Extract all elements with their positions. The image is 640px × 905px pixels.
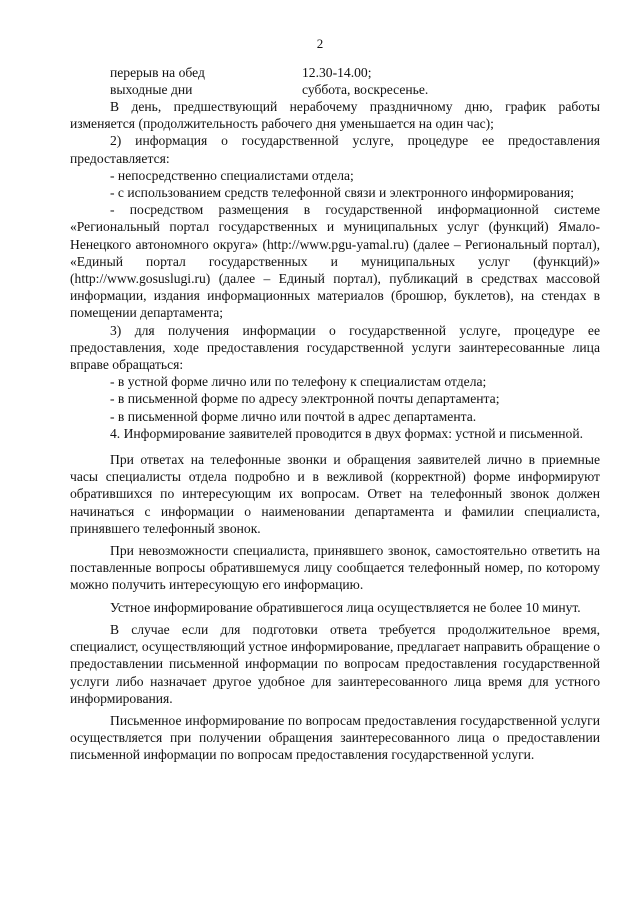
work-schedule (110, 64, 428, 98)
document-body (70, 98, 600, 764)
paragraph: 4. Информирование заявителей проводится в двух формах: устной и письменной. (110, 425, 584, 441)
schedule-value: 12.30-14.00; (302, 65, 372, 80)
list-item: - в устной форме лично или по телефону к специалистам отдела; (110, 374, 487, 390)
paragraph: В случае если для подготовки ответа требуется продолжительное время, специалист, осуществляющий устное информирование, предлагает направить обращение о предоставлении письменной информации по вопросам предоставления государственной услуги либо назначает другое удобное для заинтересованного лица время для устного информирования. (70, 621, 600, 706)
paragraph: 3) для получения информации о государственной услуге, процедуре ее предоставления, ходе предоставления государственной услуги заинтересованные лица вправе обращаться: (70, 322, 600, 373)
list-item: - в письменной форме по адресу электронной почты департамента; (110, 391, 500, 407)
list-item: - посредством размещения в государственной информационной системе «Региональный портал государственных и муниципальных услуг (функций) Ямало-Ненецкого автономного округа» (http://www.pgu-yamal.ru) (далее – Региональный портал), «Единый портал государственных и муниципальных услуг (функций)» (http://www.gosuslugi.ru) (далее – Единый портал), публикаций в средствах массовой информации, издания информационных материалов (брошюр, буклетов), на стендах в помещении департамента; (70, 202, 600, 321)
schedule-label: перерыв на обед (110, 65, 205, 80)
schedule-row (110, 81, 428, 98)
paragraph: При ответах на телефонные звонки и обращения заявителей лично в приемные часы специалисты отдела подробно и в вежливой (корректной) форме информируют обратившихся по интересующим их вопросам. Ответ на телефонный звонок должен начинаться с информации о наименовании департамента и фамилии специалиста, принявшего телефонный звонок. (70, 452, 600, 536)
paragraph: При невозможности специалиста, принявшего звонок, самостоятельно ответить на поставленные вопросы обратившемуся лицу сообщается телефонный номер, по которому можно получить интересующую его информацию. (70, 543, 600, 593)
list-item: - непосредственно специалистами отдела; (110, 167, 354, 183)
schedule-value: суббота, воскресенье. (302, 82, 429, 97)
paragraph: Письменное информирование по вопросам предоставления государственной услуги осуществляется при получении обращения заинтересованного лица о предоставлении письменной информации по вопросам предоставления государственной услуги. (70, 712, 600, 763)
schedule-row (110, 64, 428, 81)
list-item: - с использованием средств телефонной связи и электронного информирования; (110, 185, 575, 201)
paragraph: Устное информирование обратившегося лица осуществляется не более 10 минут. (110, 599, 581, 615)
paragraph: В день, предшествующий нерабочему праздничному дню, график работы изменяется (продолжительность рабочего дня уменьшается на один час); (70, 99, 600, 132)
paragraph: 2) информация о государственной услуге, процедуре ее предоставления предоставляется: (70, 133, 600, 166)
schedule-label: выходные дни (110, 82, 193, 97)
list-item: - в письменной форме лично или почтой в адрес департамента. (110, 408, 477, 424)
page-number: 2 (316, 36, 324, 51)
